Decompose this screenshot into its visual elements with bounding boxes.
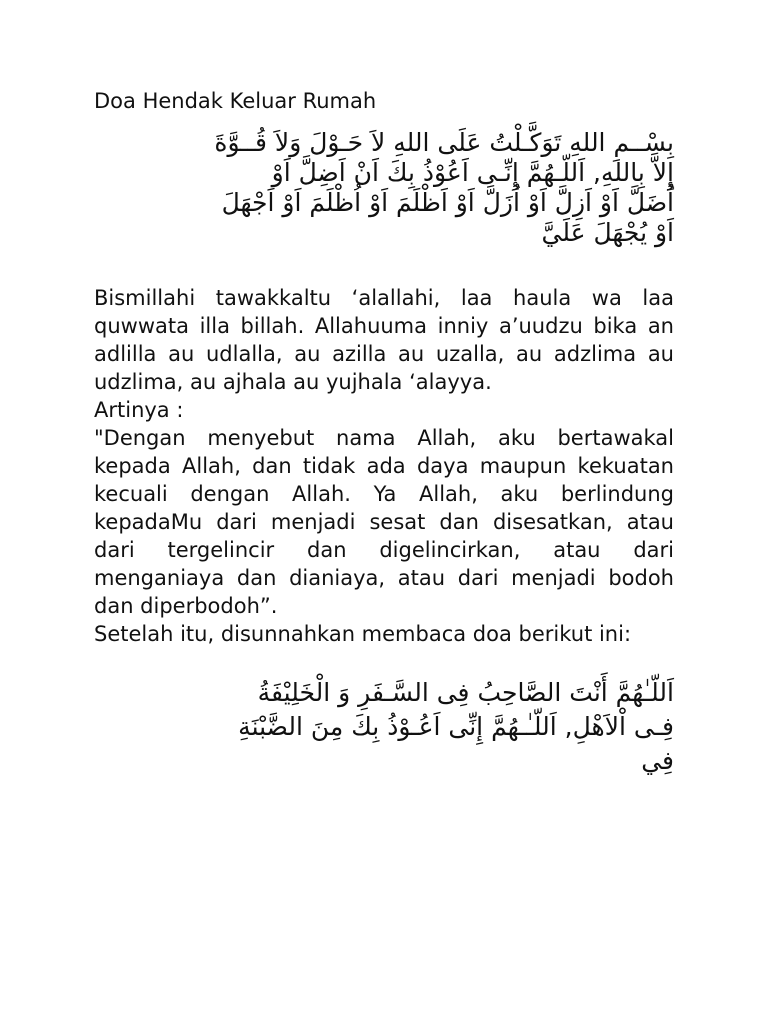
arabic-prayer-1-line: بِسْــمِ اللهِ تَوَكَّـلْتُ عَلَى اللهِ لاَ حَـوْلَ وَلاَ قُــوَّةَ	[214, 128, 674, 157]
arabic-prayer-1-line: إِلاَّ بِاللهِ, اَللّـهُمَّ إِنِّـى اَعُوْذُ بِكَ اَنْ اَضِلَّ اَوْ	[271, 158, 674, 187]
arabic-prayer-1-line: اَوْ يُجْهَلَ عَلَيَّ	[541, 218, 674, 247]
document-page	[94, 86, 674, 778]
arabic-prayer-2-line: فِـى اْلاَهْلِ, اَللّـٰـهُمَّ إِنِّى اَعُـوْذُ بِكَ مِنَ الضَّبْنَةِ	[238, 712, 674, 741]
body-text	[94, 284, 674, 648]
arabic-prayer-1-line: اُضَلَّ اَوْ اَزِلَّ اَوْ اُزَلَّ اَوْ اَظْلَمَ اَوْ اُظْلَمَ اَوْ اَجْهَلَ	[221, 188, 674, 217]
document-title: Doa Hendak Keluar Rumah	[94, 89, 377, 113]
latin-transliteration: Bismillahi tawakkaltu ‘alallahi, laa haula wa laa quwwata illa billah. Allahuuma inniy a’uudzu bika an adlilla au udlalla, au azilla au uzalla, au adzlima au udzlima, au ajhala au yujhala ‘alayya.	[94, 286, 674, 394]
translation-paragraph: "Dengan menyebut nama Allah, aku bertawakal kepada Allah, dan tidak ada daya maupun kekuatan kecuali dengan Allah. Ya Allah, aku berlindung kepadaMu dari menjadi sesat dan disesatkan, atau dari tergelincir dan digelincirkan, atau dari menganiaya dan dianiaya, atau dari menjadi bodoh dan diperbodoh”.	[94, 426, 674, 618]
setelah-paragraph: Setelah itu, disunnahkan membaca doa berikut ini:	[94, 622, 632, 646]
arabic-prayer-1	[94, 128, 674, 248]
arabic-prayer-2-line: اَللّـٰهُمَّ أَنْتَ الصَّاحِبُ فِى السَّـفَرِ وَ الْخَلِيْفَةُ	[257, 678, 674, 707]
arabic-prayer-2-line: فِي	[641, 746, 674, 775]
arabic-prayer-2	[94, 676, 674, 778]
artinya-label: Artinya :	[94, 398, 184, 422]
